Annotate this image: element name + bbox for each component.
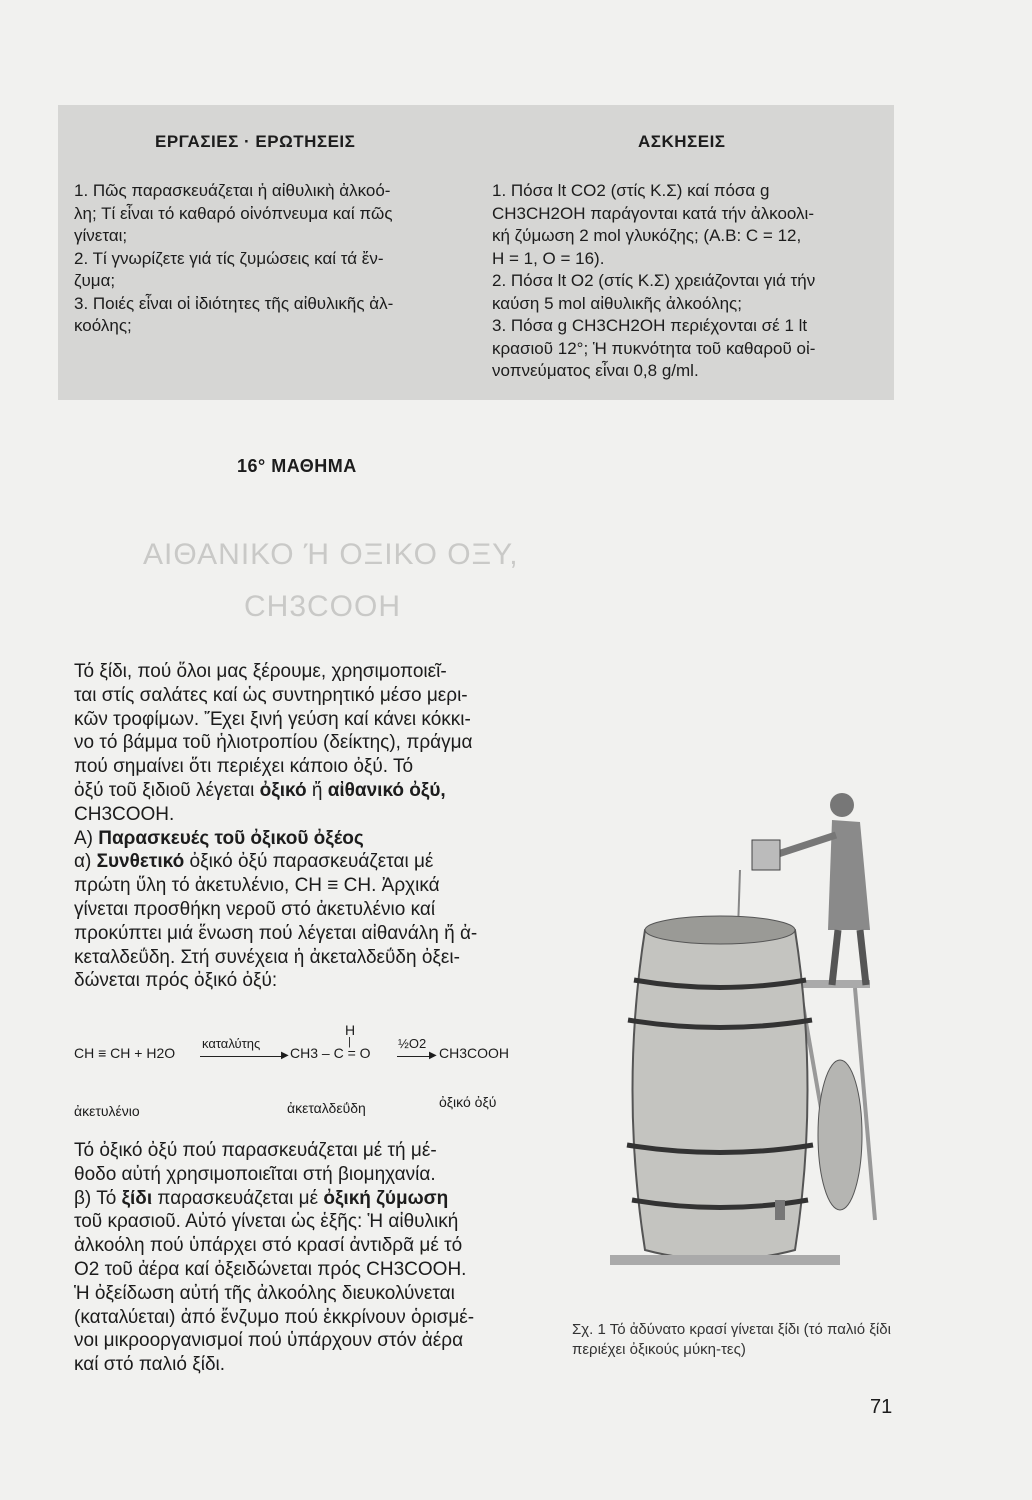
body-line: θοδο αὐτή χρησιμοποιεῖται στή βιομηχανία.	[74, 1163, 436, 1185]
body-line: CH3COOH.	[74, 803, 175, 825]
body-line: Ἡ ὀξείδωση αὐτή τῆς ἀλκοόλης διευκολύνεται	[74, 1282, 455, 1304]
body-line: Τό ὀξικό ὀξύ πού παρασκευάζεται μέ τή μέ-	[74, 1140, 437, 1161]
body-text-2	[74, 1139, 556, 1377]
body-span: ὀξύ τοῦ ξιδιοῦ λέγεται	[74, 779, 260, 801]
questions-heading: ΕΡΓΑΣΙΕΣ · ΕΡΩΤΗΣΕΙΣ	[155, 132, 356, 151]
body-line: πού σημαίνει ὅτι περιέχει κάποιο ὀξύ. Τό	[74, 756, 414, 778]
equation-rhs: CH3COOH	[439, 1045, 510, 1061]
body-line: ται στίς σαλάτες καί ὡς συντηρητικό μέσο μερι-	[74, 684, 468, 706]
arrow-head-icon: ▶	[429, 1050, 437, 1061]
exercise-line: CH3CH2OH παράγονται κατά τήν ἀλκοολι-	[492, 203, 814, 223]
lesson-title: ΑΙΘΑΝΙΚΟ Ή ΟΞΙΚΟ ΟΞΥ,	[143, 538, 519, 571]
equation-label-acetaldehyde: ἀκεταλδεΰδη	[287, 1100, 366, 1116]
term-aithaniko: αἰθανικό ὀξύ,	[327, 779, 446, 801]
equation-oxidant: ½O2	[398, 1036, 427, 1051]
question-line: λη; Τί εἶναι τό καθαρό οἰνόπνευμα καί πῶς	[74, 203, 393, 223]
exercise-line: 3. Πόσα g CH3CH2OH περιέχονται σέ 1 lt	[492, 316, 808, 335]
term-fermentation: ὀξική ζύμωση	[323, 1187, 449, 1209]
body-line: κῶν τροφίμων. Ἔχει ξινή γεύση καί κάνει κόκκι-	[74, 708, 471, 730]
section-prefix: Α)	[74, 827, 99, 849]
lesson-label: 16° ΜΑΘΗΜΑ	[237, 456, 357, 476]
body-line: γίνεται προσθήκη νεροῦ στό ἀκετυλένιο καί	[74, 898, 436, 920]
reaction-arrow-1	[200, 1056, 284, 1057]
body-span: α)	[74, 851, 97, 873]
body-span: β) Τό	[74, 1187, 122, 1209]
equation-lhs: CH ≡ CH + H2O	[74, 1045, 176, 1061]
body-line	[74, 850, 556, 874]
term-oxiko: ὀξικό	[259, 779, 307, 801]
term-xidi: ξίδι	[121, 1187, 153, 1209]
reaction-arrow-2	[397, 1056, 431, 1057]
arrow-head-icon: ▶	[281, 1050, 289, 1061]
exercise-line: 1. Πόσα lt CO2 (στίς Κ.Σ) καί πόσα g	[492, 181, 770, 200]
question-line: 2. Τί γνωρίζετε γιά τίς ζυμώσεις καί τά ἔν-	[74, 248, 384, 268]
equation-label-acetic: ὀξικό ὀξύ	[439, 1094, 497, 1110]
body-span: ἤ	[306, 779, 328, 801]
exercise-line: H = 1, O = 16).	[492, 248, 605, 268]
page-number: 71	[870, 1396, 893, 1418]
body-line: ἀλκοόλη πού ὑπάρχει στό κρασί ἀντιδρᾶ μέ τό	[74, 1235, 463, 1257]
body-line: πρώτη ὕλη τό ἀκετυλένιο, CH ≡ CH. Ἀρχικά	[74, 875, 440, 897]
body-line: τοῦ κρασιοῦ. Αὐτό γίνεται ὡς ἑξῆς: Ἡ αἰθυλική	[74, 1211, 459, 1233]
question-line: 3. Ποιές εἶναι οἱ ἰδιότητες τῆς αἰθυλικῆς ἀλ-	[74, 293, 394, 313]
question-line: κοόλης;	[74, 316, 132, 335]
term-synthetic: Συνθετικό	[96, 851, 185, 873]
exercises-heading: ΑΣΚΗΣΕΙΣ	[638, 132, 726, 151]
equation-mid: CH3 – C = O	[290, 1045, 371, 1061]
body-span: ὀξικό ὀξύ παρασκευάζεται μέ	[184, 851, 434, 873]
barrel-illustration	[570, 600, 890, 1290]
body-line: νοι μικροοργανισμοί πού ὑπάρχουν στόν ἀέρα	[74, 1330, 464, 1352]
question-line: ζυμα;	[74, 271, 116, 290]
question-line: 1. Πῶς παρασκευάζεται ἡ αἰθυλικὴ ἀλκοό-	[74, 181, 391, 200]
exercise-line: 2. Πόσα lt O2 (στίς Κ.Σ) χρειάζονται γιά τήν	[492, 271, 816, 290]
exercises-list	[492, 180, 892, 383]
questions-list	[74, 180, 474, 338]
body-line: O2 τοῦ ἀέρα καί ὀξειδώνεται πρός CH3COOH.	[74, 1258, 467, 1280]
section-a-heading	[74, 827, 556, 851]
exercise-line: νοπνεύματος εἶναι 0,8 g/ml.	[492, 361, 699, 380]
body-span: παρασκευάζεται μέ	[152, 1187, 324, 1209]
body-line: νο τό βάμμα τοῦ ἡλιοτροπίου (δείκτης), πράγμα	[74, 732, 473, 754]
equation-label-acetylene: ἀκετυλένιο	[74, 1103, 140, 1119]
body-line: κεταλδεΰδη. Στή συνέχεια ἡ ἀκεταλδεΰδη ὀξει-	[74, 946, 460, 968]
body-line: Τό ξίδι, πού ὅλοι μας ξέρουμε, χρησιμοποιεῖ-	[74, 661, 447, 682]
equation-catalyst: καταλύτης	[202, 1036, 261, 1051]
lesson-formula: CH3COOH	[244, 590, 402, 623]
figure-caption: Σχ. 1 Τό ἀδύνατο κρασί γίνεται ξίδι (τό παλιό ξίδι περιέχει ὀξικούς μύκη-τες)	[572, 1321, 891, 1358]
body-line: καί στό παλιό ξίδι.	[74, 1354, 226, 1376]
equation-bond: |	[348, 1036, 351, 1048]
question-line: γίνεται;	[74, 226, 128, 245]
exercise-line: κή ζύμωση 2 mol γλυκόζης; (Α.Β: C = 12,	[492, 226, 802, 245]
body-line	[74, 779, 556, 803]
section-title: Παρασκευές τοῦ ὀξικοῦ ὀξέος	[98, 827, 364, 849]
body-line: προκύπτει μιά ἕνωση πού λέγεται αἰθανάλη ἤ ἀ-	[74, 922, 478, 944]
exercise-line: κρασιοῦ 12°; Ἡ πυκνότητα τοῦ καθαροῦ οἰ-	[492, 338, 816, 358]
equation-h: H	[345, 1022, 356, 1038]
body-line: (καταλύεται) ἀπό ἔνζυμο πού ἐκκρίνουν ὁρισμέ-	[74, 1306, 475, 1328]
body-line	[74, 1187, 556, 1211]
body-text-1	[74, 660, 556, 993]
exercise-line: καύση 5 mol αἰθυλικῆς ἀλκοόλης;	[492, 293, 742, 313]
body-line: δώνεται πρός ὀξικό ὀξύ:	[74, 970, 278, 992]
